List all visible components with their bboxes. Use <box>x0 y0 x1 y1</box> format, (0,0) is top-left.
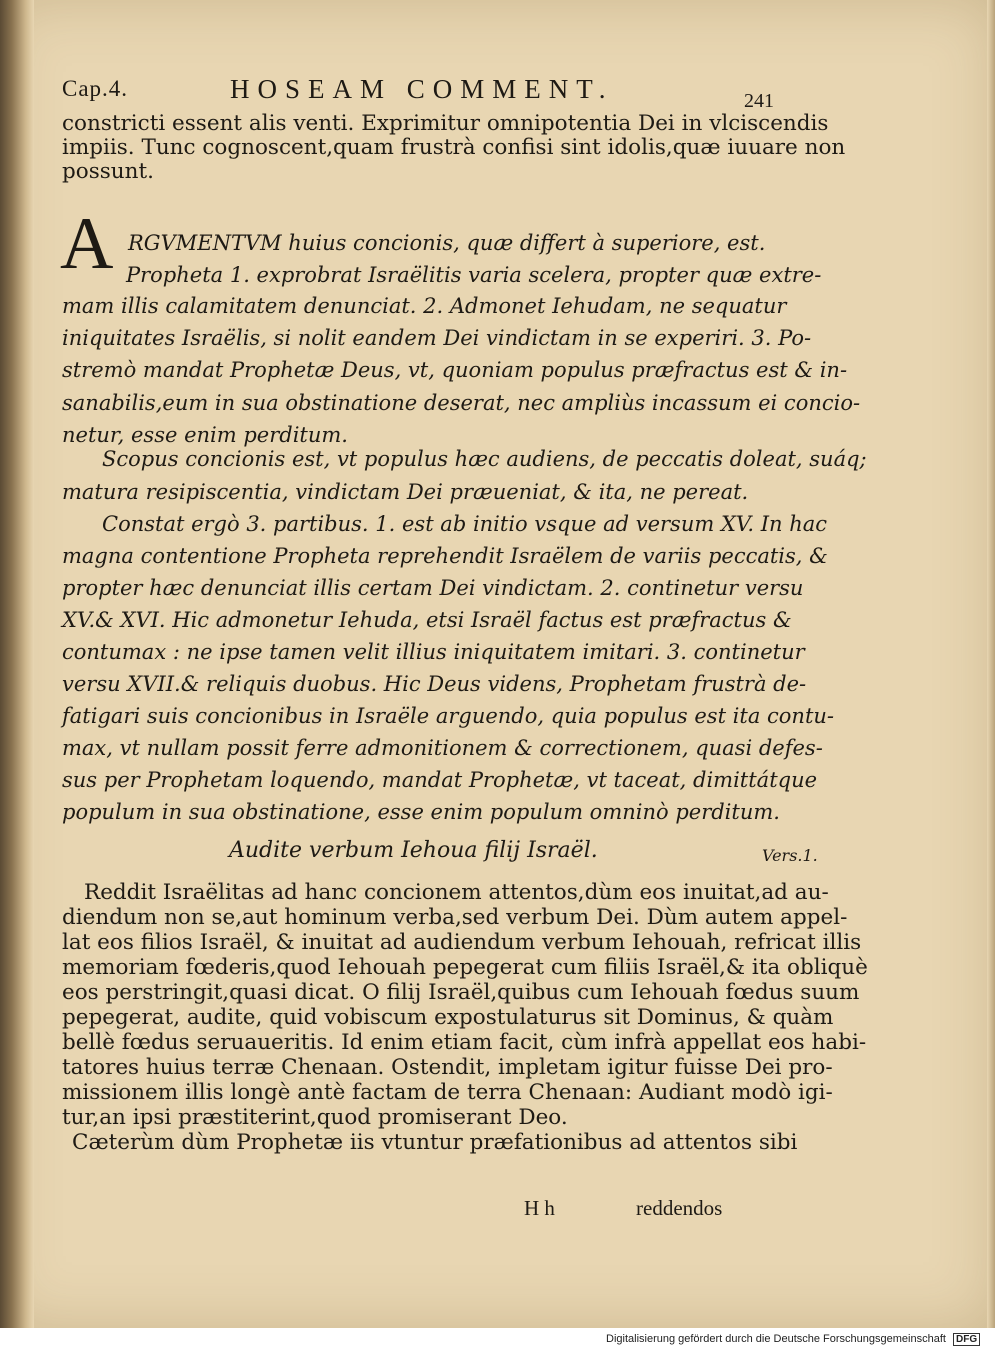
dfg-logo: DFG <box>953 1333 980 1346</box>
text-line: tur,an ipsi præstiterint,quod promiserant Deo. <box>62 1105 568 1130</box>
text-line: lat eos filios Israël, & inuitat ad audiendum verbum Iehouah, refricat illis <box>62 930 862 955</box>
text-line: XV.& XVI. Hic admonetur Iehuda, etsi Israël factus est præfractus & <box>62 608 792 632</box>
text-line: contumax : ne ipse tamen velit illius iniquitatem imitari. 3. continetur <box>62 640 805 664</box>
margin-note: Vers.1. <box>762 846 818 865</box>
verse-heading: Audite verbum Iehoua filij Israël. <box>229 838 598 863</box>
digitization-footer <box>606 1333 980 1346</box>
text-line: matura resipiscentia, vindictam Dei præueniat, & ita, ne pereat. <box>62 480 749 504</box>
running-title: HOSEAM COMMENT. <box>230 74 614 104</box>
text-line: sus per Prophetam loquendo, mandat Prophetæ, vt taceat, dimittátque <box>62 768 818 792</box>
signature-mark: H h <box>524 1196 555 1220</box>
text-line: memoriam fœderis,quod Iehouah pepegerat cum filiis Israël,& ita obliquè <box>62 955 868 980</box>
text-line: Propheta 1. exprobrat Israëlitis varia scelera, propter quæ extre- <box>126 263 822 287</box>
text-line: sanabilis,eum in sua obstinatione deserat, nec ampliùs incassum ei concio- <box>62 391 861 415</box>
text-line: missionem illis longè antè factam de terra Chenaan: Audiant modò igi- <box>62 1080 833 1105</box>
text-line: pepegerat, audite, quid vobiscum expostulaturus sit Dominus, & quàm <box>62 1005 834 1030</box>
text-line: possunt. <box>62 159 154 184</box>
text-line: constricti essent alis venti. Exprimitur omnipotentia Dei in vlciscendis <box>62 111 829 136</box>
chapter-label: Cap.4. <box>62 76 129 101</box>
text-line: tatores huius terræ Chenaan. Ostendit, impletam igitur fuisse Dei pro- <box>62 1055 833 1080</box>
text-line: Reddit Israëlitas ad hanc concionem attentos,dùm eos inuitat,ad au- <box>84 880 829 905</box>
text-line: eos perstringit,quasi dicat. O filij Israël,quibus cum Iehouah fœdus suum <box>62 980 860 1005</box>
text-line: Constat ergò 3. partibus. 1. est ab initio vsque ad versum XV. In hac <box>102 512 828 536</box>
text-line: magna contentione Propheta reprehendit Israëlem de variis peccatis, & <box>62 544 828 568</box>
page-number: 241 <box>744 90 774 112</box>
text-line: netur, esse enim perditum. <box>62 423 348 447</box>
footer-credit: Digitalisierung gefördert durch die Deutsche Forschungsgemeinschaft <box>606 1333 946 1345</box>
drop-cap: A <box>60 203 114 285</box>
page-gutter <box>0 0 34 1328</box>
text-line: Scopus concionis est, vt populus hæc audiens, de peccatis doleat, suáq; <box>102 447 867 471</box>
text-line: diendum non se,aut hominum verba,sed verbum Dei. Dùm autem appel- <box>62 905 848 930</box>
text-line: fatigari suis concionibus in Israële arguendo, quia populus est ita contu- <box>62 704 835 728</box>
page-edge <box>987 0 995 1328</box>
running-head <box>62 74 792 106</box>
text-line: Cæterùm dùm Prophetæ iis vtuntur præfationibus ad attentos sibi <box>72 1130 798 1155</box>
text-line: mam illis calamitatem denunciat. 2. Admonet Iehudam, ne sequatur <box>62 294 787 318</box>
text-line: stremò mandat Prophetæ Deus, vt, quoniam populus præfractus est & in- <box>62 358 848 382</box>
text-line: impiis. Tunc cognoscent,quam frustrà confisi sint idolis,quæ iuuare non <box>62 135 846 160</box>
text-line: iniquitates Israëlis, si nolit eandem Dei vindictam in se experiri. 3. Po- <box>62 326 812 350</box>
text-line: versu XVII.& reliquis duobus. Hic Deus videns, Prophetam frustrà de- <box>62 672 807 696</box>
text-line: propter hæc denunciat illis certam Dei vindictam. 2. continetur versu <box>62 576 804 600</box>
catchword: reddendos <box>636 1196 723 1220</box>
text-line: RGVMENTVM huius concionis, quæ differt à superiore, est. <box>128 231 766 255</box>
text-line: max, vt nullam possit ferre admonitionem & correctionem, quasi defes- <box>62 736 823 760</box>
text-line: bellè fœdus seruaueritis. Id enim etiam facit, cùm infrà appellat eos habi- <box>62 1030 867 1055</box>
text-line: populum in sua obstinatione, esse enim populum omninò perditum. <box>62 800 780 824</box>
